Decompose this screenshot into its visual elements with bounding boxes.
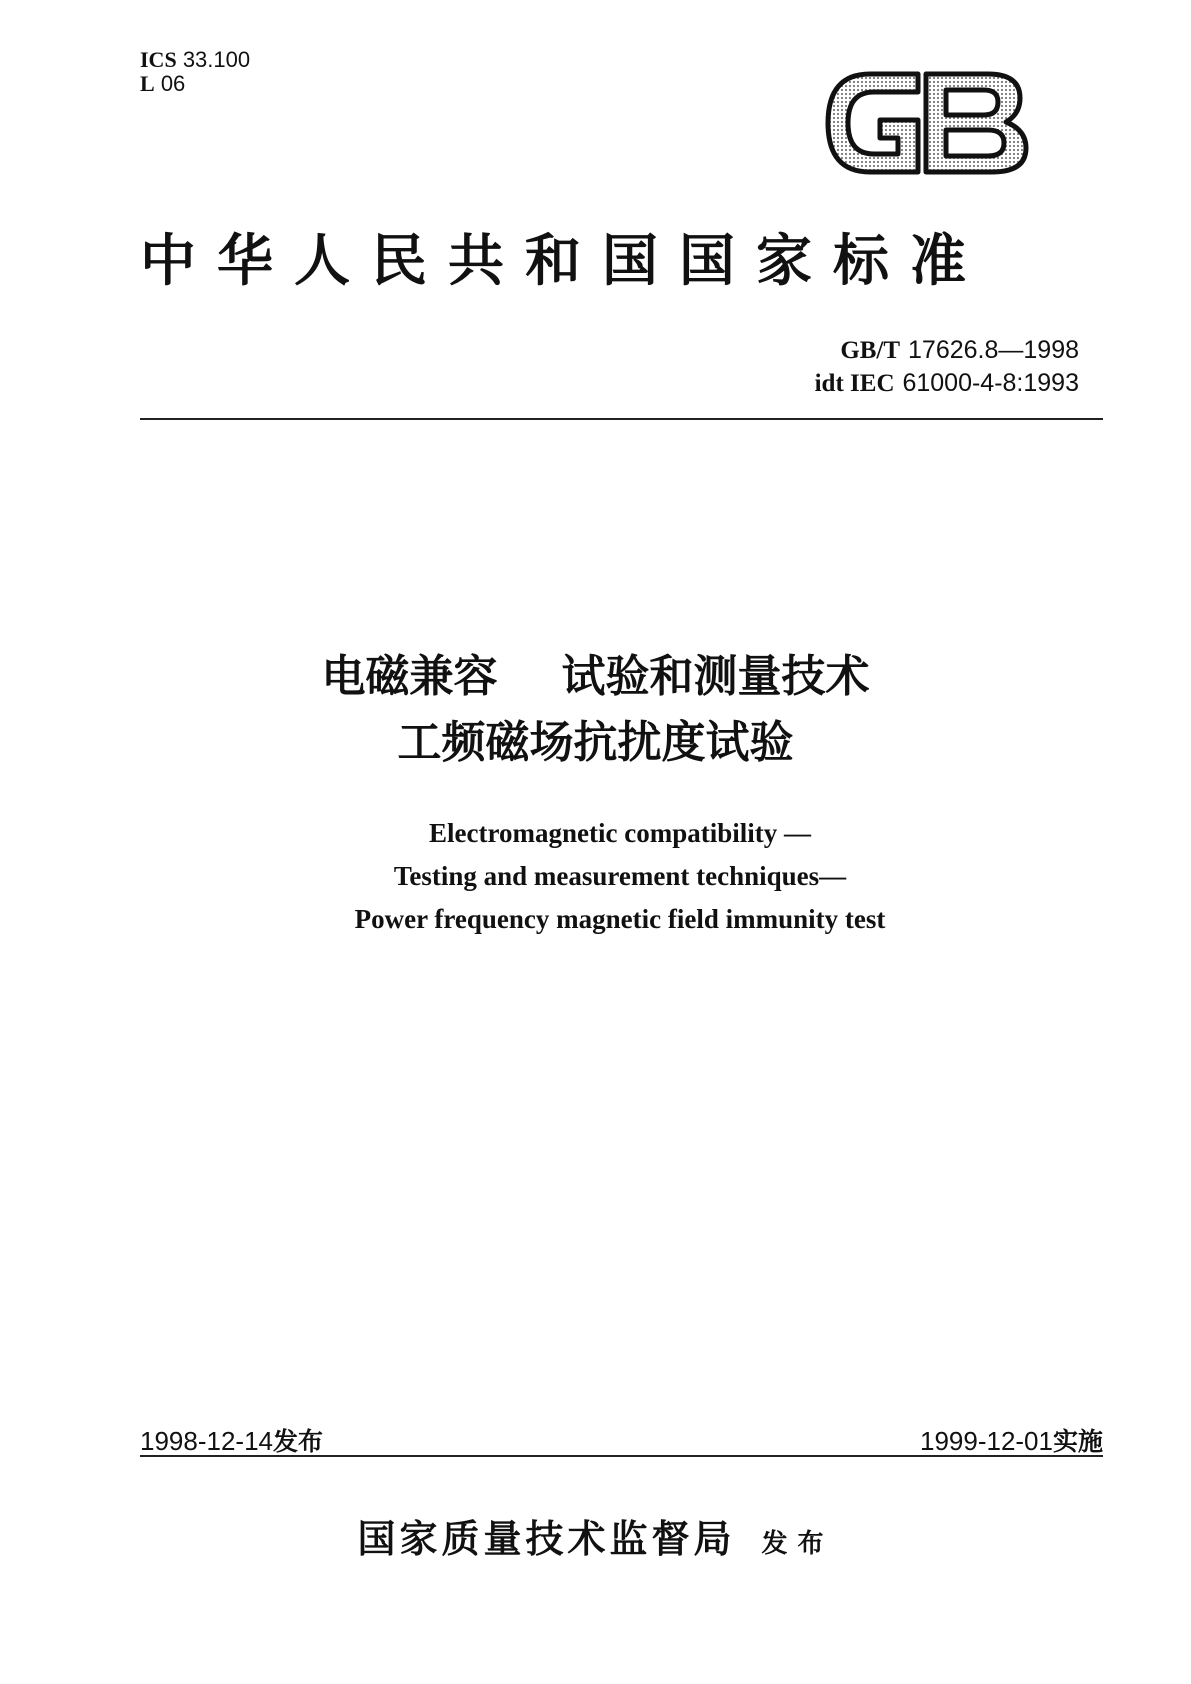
publisher	[0, 1508, 1191, 1563]
ccs-prefix: L	[140, 71, 155, 96]
publisher-action: 发布	[761, 1529, 834, 1559]
english-title-line2: Testing and measurement techniques—	[393, 861, 847, 891]
header-divider	[140, 418, 1103, 420]
classification-codes	[140, 48, 250, 96]
issue-date: 1998-12-14	[140, 1426, 273, 1456]
standard-number	[815, 334, 1079, 367]
chinese-title	[0, 644, 1191, 776]
equivalence-reference	[815, 367, 1079, 400]
chinese-title-line2: 工频磁场抗扰度试验	[397, 717, 794, 768]
equivalence-prefix: idt IEC	[814, 370, 895, 397]
dates-row	[140, 1418, 1103, 1458]
english-title-line3: Power frequency magnetic field immunity test	[354, 904, 886, 934]
english-title	[0, 812, 1191, 941]
effective-label: 实施	[1052, 1427, 1103, 1456]
effective-date-block	[920, 1422, 1103, 1458]
issue-date-block	[140, 1422, 323, 1458]
standard-number-value: 17626.8—1998	[908, 336, 1079, 364]
standard-number-block	[815, 334, 1079, 400]
ics-prefix: ICS	[140, 47, 177, 72]
national-standard-title: 中华人民共和国国家标准	[140, 228, 987, 294]
effective-date: 1999-12-01	[919, 1426, 1053, 1456]
chinese-title-part2: 试验和测量技术	[561, 651, 870, 702]
publisher-org: 国家质量技术监督局	[357, 1516, 736, 1561]
gb-logo-icon	[820, 68, 1032, 178]
english-title-line1: Electromagnetic compatibility —	[429, 818, 811, 848]
footer-divider	[140, 1455, 1103, 1457]
issue-label: 发布	[273, 1427, 324, 1456]
ics-value: 33.100	[182, 47, 251, 72]
ics-code	[140, 48, 250, 72]
chinese-title-line1	[0, 644, 1191, 710]
standard-number-prefix: GB/T	[840, 337, 901, 364]
equivalence-value: 61000-4-8:1993	[902, 369, 1079, 397]
ccs-value: 06	[160, 71, 186, 96]
chinese-title-part1: 电磁兼容	[321, 651, 498, 702]
ccs-code	[140, 72, 250, 96]
